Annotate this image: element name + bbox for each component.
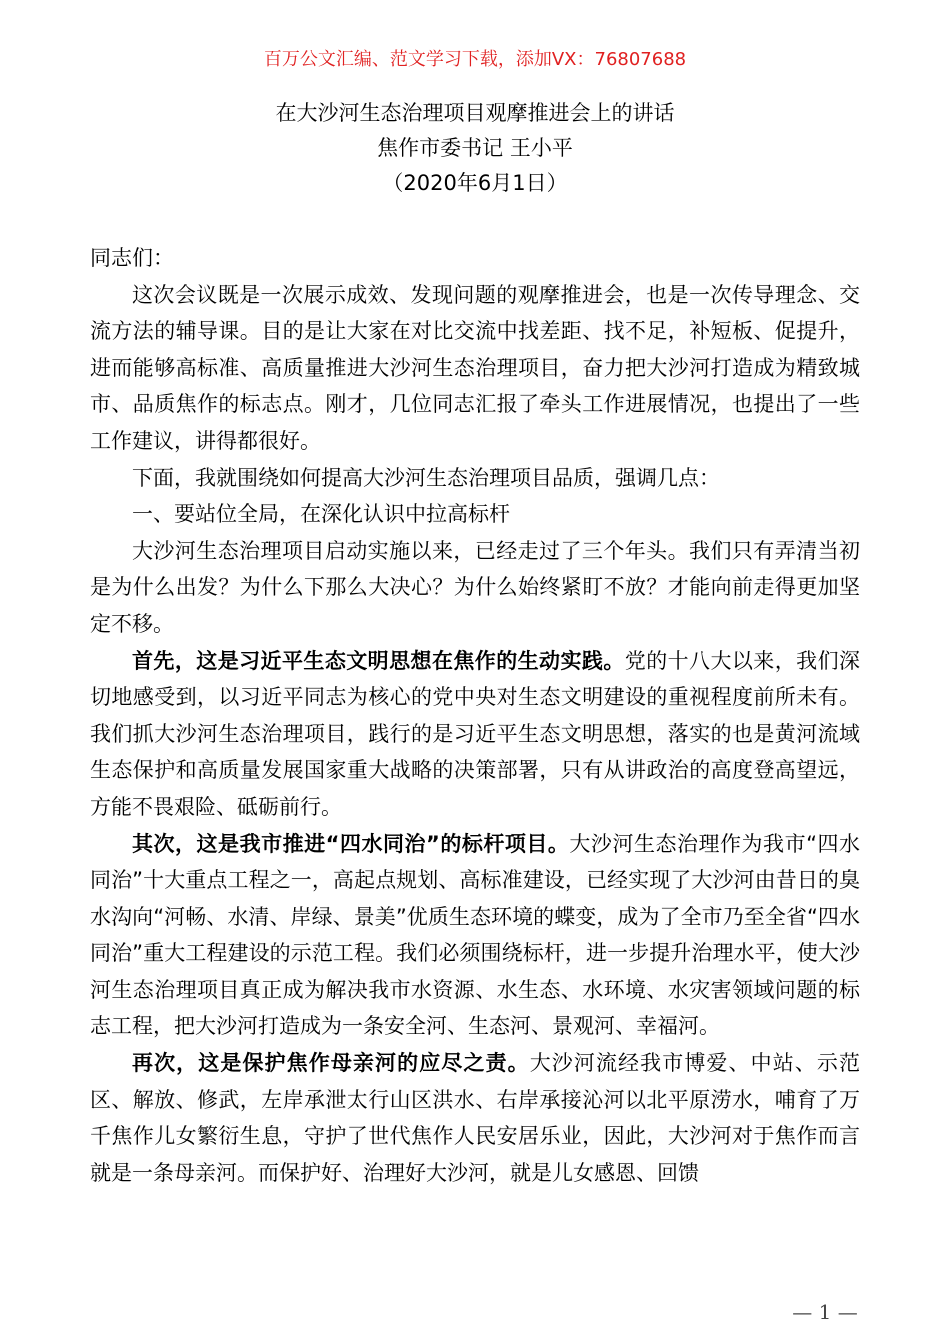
- paragraph-5-lead: 其次，这是我市推进“四水同治”的标杆项目。: [132, 831, 570, 856]
- page-number: — 1 —: [792, 1300, 858, 1324]
- paragraph-4-text: 党的十八大以来，我们深切地感受到，以习近平同志为核心的党中央对生态文明建设的重视程度前所未有。我们抓大沙河生态治理项目，践行的是习近平生态文明思想，落实的也是黄河流域生态保护和高质量发展国家重大战略的决策部署，只有从讲政治的高度登高望远，方能不畏艰险、砥砺前行。: [90, 648, 861, 819]
- document-title: 在大沙河生态治理项目观摩推进会上的讲话: [275, 101, 675, 125]
- document-date: （2020年6月1日）: [382, 171, 568, 195]
- paragraph-6-text: 大沙河流经我市博爱、中站、示范区、解放、修武，左岸承泄太行山区洪水、右岸承接沁河以北平原涝水，哺育了万千焦作儿女繁衍生息，守护了世代焦作人民安居乐业，因此，大沙河对于焦作而言就是一条母亲河。而保护好、治理好大沙河，就是儿女感恩、回馈: [90, 1051, 860, 1185]
- paragraph-5: [90, 826, 860, 1046]
- paragraph-2: 下面，我就围绕如何提高大沙河生态治理项目品质，强调几点：: [132, 465, 720, 490]
- paragraph-4-lead: 首先，这是习近平生态文明思想在焦作的生动实践。: [132, 648, 625, 673]
- paragraph-1: 这次会议既是一次展示成效、发现问题的观摩推进会，也是一次传导理念、交流方法的辅导课。目的是让大家在对比交流中找差距、找不足，补短板、促提升，进而能够高标准、高质量推进大沙河生态治理项目，奋力把大沙河打造成为精致城市、品质焦作的标志点。刚才，几位同志汇报了牵头工作进展情况，也提出了一些工作建议，讲得都很好。: [90, 282, 860, 453]
- watermark-banner: 百万公文汇编、范文学习下载，添加VX：76807688: [263, 49, 687, 70]
- salutation: 同志们：: [90, 246, 174, 270]
- document-author: 焦作市委书记 王小平: [377, 136, 573, 160]
- document-body: [90, 240, 860, 1191]
- section-heading-1: 一、要站位全局，在深化认识中拉高标杆: [132, 502, 510, 527]
- paragraph-5-text: 大沙河生态治理作为我市“四水同治”十大重点工程之一，高起点规划、高标准建设，已经实现了大沙河由昔日的臭水沟向“河畅、水清、岸绿、景美”优质生态环境的蝶变，成为了全市乃至全省“四水同治”重大工程建设的示范工程。我们必须围绕标杆，进一步提升治理水平，使大沙河生态治理项目真正成为解决我市水资源、水生态、水环境、水灾害领域问题的标志工程，把大沙河打造成为一条安全河、生态河、景观河、幸福河。: [90, 831, 860, 1039]
- paragraph-3: 大沙河生态治理项目启动实施以来，已经走过了三个年头。我们只有弄清当初是为什么出发？为什么下那么大决心？为什么始终紧盯不放？才能向前走得更加坚定不移。: [90, 538, 860, 636]
- title-block: [0, 96, 950, 201]
- paragraph-6: [90, 1045, 860, 1191]
- paragraph-4: [90, 643, 860, 826]
- paragraph-6-lead: 再次，这是保护焦作母亲河的应尽之责。: [132, 1051, 530, 1076]
